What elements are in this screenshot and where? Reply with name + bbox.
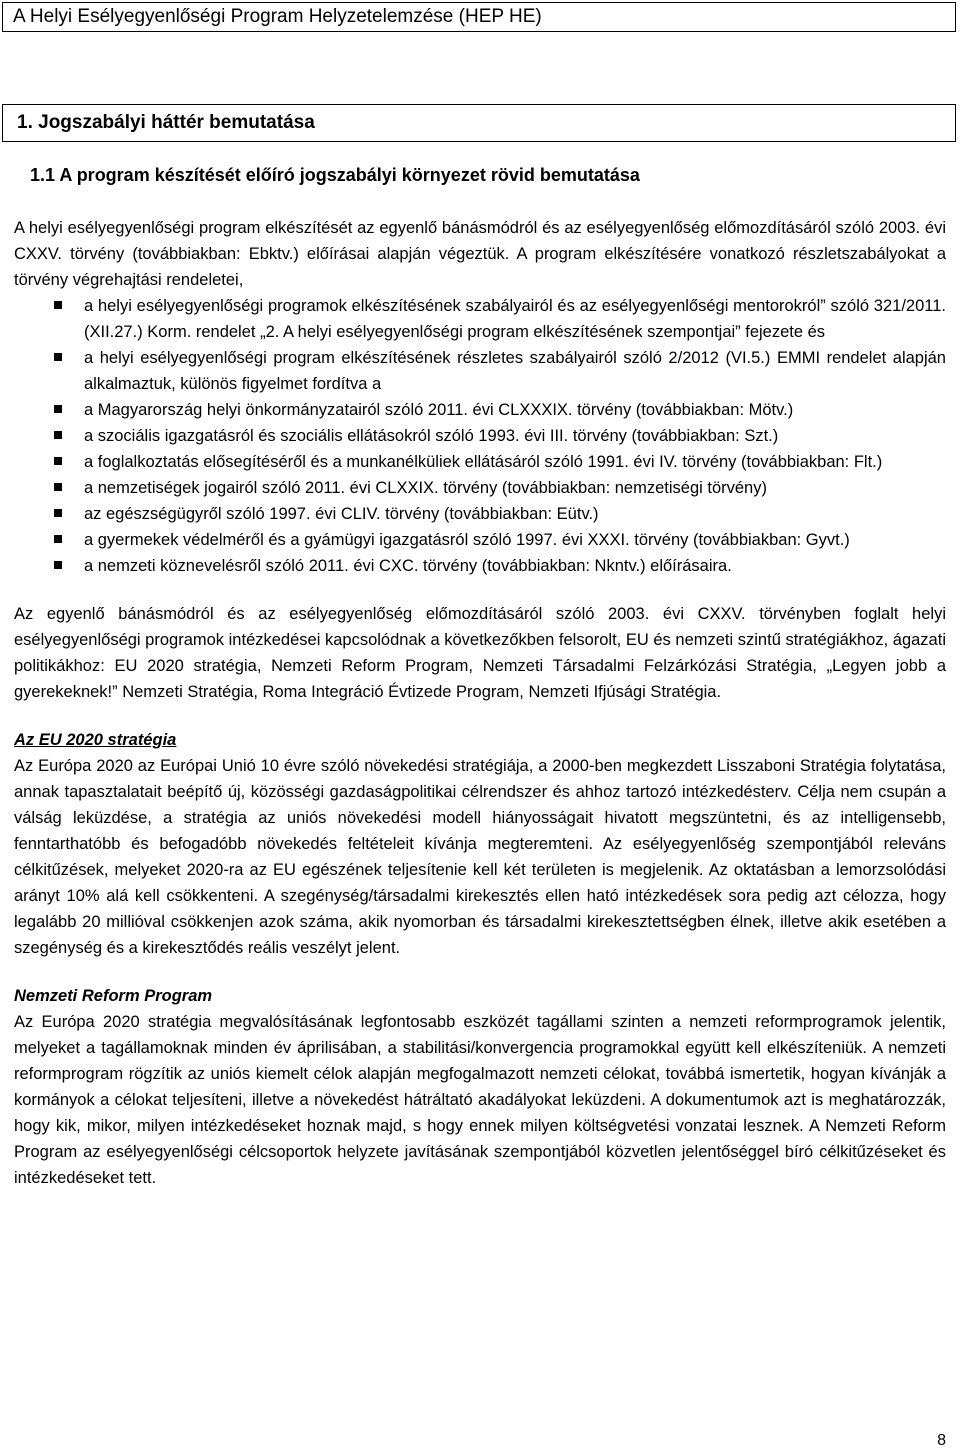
intro-paragraph: A helyi esélyegyenlőségi program elkészítését az egyenlő bánásmódról és az esélyegyenlőség előmozdításáról szóló 2003. évi CXXV. törvény (továbbiakban: Ebktv.) előírásai alapján végeztük. A program elkészítésére vonatkozó részletszabályokat a törvény végrehajtási rendeletei, (14, 219, 946, 289)
legislation-list (14, 293, 946, 579)
eu2020-paragraph: Az Európa 2020 az Európai Unió 10 évre szóló növekedési stratégiája, a 2000-ben megkezdett Lisszaboni Stratégia folytatása, annak tapasztalatait beépítő új, közösségi gazdaságpolitikai célrendszer és ahhoz tartozó intézkedésterv. Célja nem csupán a válság leküzdése, a stratégia az uniós növekedési modell hiányosságait hivatott megszüntetni, és az intelligensebb, fenntarthatóbb és befogadóbb növekedés feltételeit kívánja megteremteni. Az esélyegyenlőség szempontjából releváns célkitűzések, melyeket 2020-ra az EU egészének teljesítenie kell két területen is megjelenik. Az oktatásban a lemorzsolódási arányt 10% alá kell csökkenteni. A szegénység/társadalmi kirekesztés ellen ható intézkedések sora pedig azt célozza, hogy legalább 20 millióval csökkenjen azok száma, akik nyomorban és társadalmi kirekesztettségben élnek, illetve akik esetében a szegénység és a kirekesztődés reális veszélyt jelent. (14, 757, 946, 957)
document-body (14, 215, 946, 1191)
header-title: A Helyi Esélyegyenlőségi Program Helyzetelemzése (HEP HE) (13, 6, 542, 27)
list-item: a Magyarország helyi önkormányzatairól szóló 2011. évi CLXXXIX. törvény (továbbiakban: Mötv.) (14, 397, 946, 423)
bullet-icon (54, 301, 62, 309)
list-item: a foglalkoztatás elősegítéséről és a munkanélküliek ellátásáról szóló 1991. évi IV. törvény (továbbiakban: Flt.) (14, 449, 946, 475)
nrp-paragraph: Az Európa 2020 stratégia megvalósításának legfontosabb eszközét tagállami szinten a nemzeti reformprogramok jelentik, melyeket a tagállamoknak minden év áprilisában, a stabilitási/konvergencia programokkal együtt kell elkészíteniük. A nemzeti reformprogram rögzítik az uniós kiemelt célok alapján megfogalmazott nemzeti célokat, továbbá ismertetik, hogyan kívánják a kormányok a célokat teljesíteni, illetve a növekedést hátráltató akadályokat leküzdeni. A dokumentumok azt is meghatározzák, hogy kik, mikor, milyen intézkedéseket hoznak majd, s hogy ennek milyen költségvetési vonzatai lesznek. A Nemzeti Reform Program az esélyegyenlőségi célcsoportok helyzete javításának szempontjából közvetlen jelentőséggel bíró célkitűzéseket és intézkedéseket tett. (14, 1013, 946, 1187)
eu2020-heading: Az EU 2020 stratégia (14, 731, 177, 749)
list-item: a gyermekek védelméről és a gyámügyi igazgatásról szóló 1997. évi XXXI. törvény (továbbiakban: Gyvt.) (14, 527, 946, 553)
bullet-icon (54, 483, 62, 491)
list-item: a helyi esélyegyenlőségi program elkészítésének részletes szabályairól szóló 2/2012 (VI.5.) EMMI rendelet alapján alkalmaztuk, különös figyelmet fordítva a (14, 345, 946, 397)
subsection-title: 1.1 A program készítését előíró jogszabályi környezet rövid bemutatása (30, 165, 640, 185)
bullet-icon (54, 535, 62, 543)
bullet-icon (54, 509, 62, 517)
bullet-icon (54, 353, 62, 361)
list-item: a nemzetiségek jogairól szóló 2011. évi CLXXIX. törvény (továbbiakban: nemzetiségi törvény) (14, 475, 946, 501)
bullet-icon (54, 561, 62, 569)
list-item: az egészségügyről szóló 1997. évi CLIV. törvény (továbbiakban: Eütv.) (14, 501, 946, 527)
list-item: a nemzeti köznevelésről szóló 2011. évi CXC. törvény (továbbiakban: Nkntv.) előírásaira. (14, 553, 946, 579)
section-heading (2, 104, 956, 142)
list-item: a szociális igazgatásról és szociális ellátásokról szóló 1993. évi III. törvény (továbbiakban: Szt.) (14, 423, 946, 449)
document-header (2, 2, 956, 32)
bullet-icon (54, 431, 62, 439)
list-item: a helyi esélyegyenlőségi programok elkészítésének szabályairól és az esélyegyenlőségi mentorokról” szóló 321/2011. (XII.27.) Korm. rendelet „2. A helyi esélyegyenlőségi program elkészítésének szempontjai” fejezete és (14, 293, 946, 345)
bullet-icon (54, 457, 62, 465)
bullet-icon (54, 405, 62, 413)
section-title: 1. Jogszabályi háttér bemutatása (17, 112, 315, 133)
nrp-heading: Nemzeti Reform Program (14, 987, 213, 1005)
page-number: 8 (937, 1432, 946, 1449)
strategies-paragraph: Az egyenlő bánásmódról és az esélyegyenlőség előmozdításáról szóló 2003. évi CXXV. törvényben foglalt helyi esélyegyenlőségi programok intézkedései kapcsolódnak a következőkben felsorolt, EU és nemzeti szintű stratégiákhoz, ágazati politikákhoz: EU 2020 stratégia, Nemzeti Reform Program, Nemzeti Társadalmi Felzárkózási Stratégia, „Legyen jobb a gyerekeknek!” Nemzeti Stratégia, Roma Integráció Évtizede Program, Nemzeti Ifjúsági Stratégia. (14, 605, 946, 701)
